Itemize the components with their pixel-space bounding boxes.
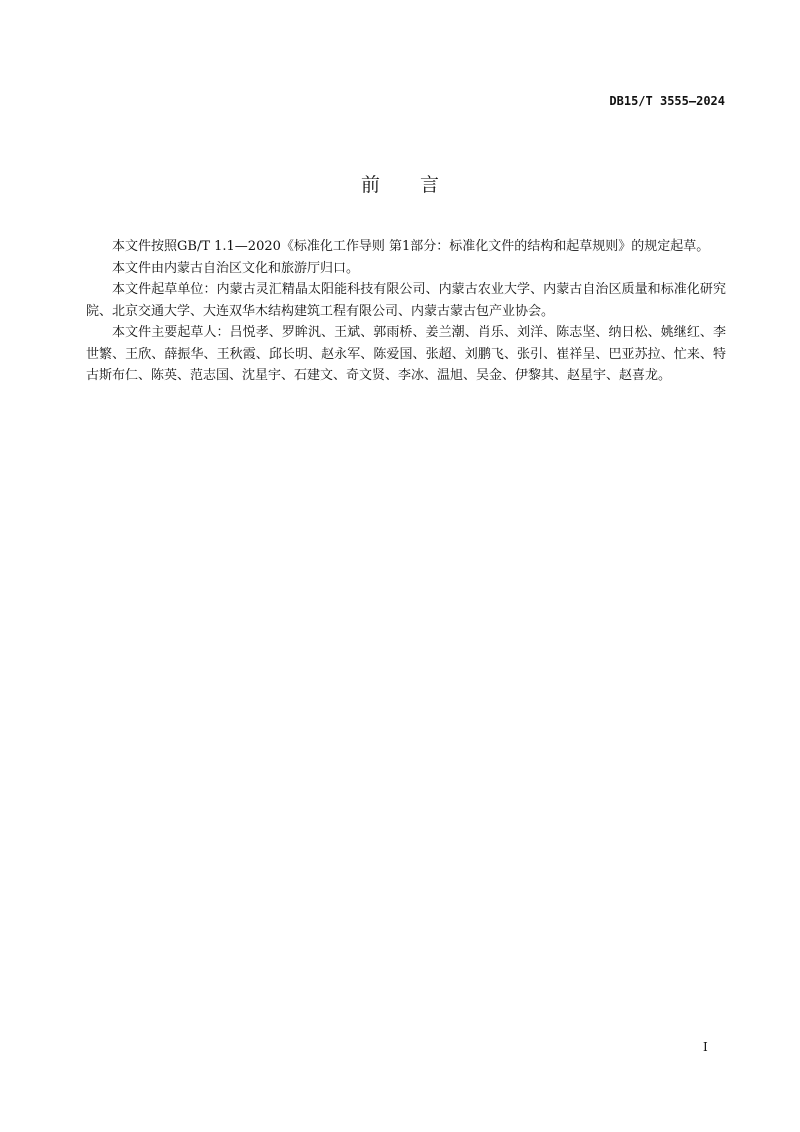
foreword-body (86, 236, 726, 387)
paragraph-drafting-units: 本文件起草单位：内蒙古灵汇精晶太阳能科技有限公司、内蒙古农业大学、内蒙古自治区质量和标准化研究院、北京交通大学、大连双华木结构建筑工程有限公司、内蒙古蒙古包产业协会。 (86, 282, 726, 319)
page-number: I (703, 1040, 708, 1054)
paragraph-drafters: 本文件主要起草人：吕悦孝、罗眸汎、王斌、郭雨桥、姜兰潮、肖乐、刘洋、陈志坚、纳日松、姚继红、李世繁、王欣、薛振华、王秋霞、邱长明、赵永军、陈爱国、张超、刘鹏飞、张引、崔祥呈、巴亚苏拉、忙来、特古斯布仁、陈英、范志国、沈星宇、石建文、奇文贤、李冰、温旭、吴金、伊黎其、赵星宇、赵喜龙。 (86, 325, 726, 383)
paragraph-responsible-unit: 本文件由内蒙古自治区文化和旅游厅归口。 (112, 260, 360, 276)
section-title: 前言 (360, 174, 479, 196)
standard-code: DB15/T 3555—2024 (609, 94, 725, 108)
paragraph-drafting-rules: 本文件按照GB/T 1.1—2020《标准化工作导则 第1部分：标准化文件的结构和起草规则》的规定起草。 (112, 239, 710, 254)
